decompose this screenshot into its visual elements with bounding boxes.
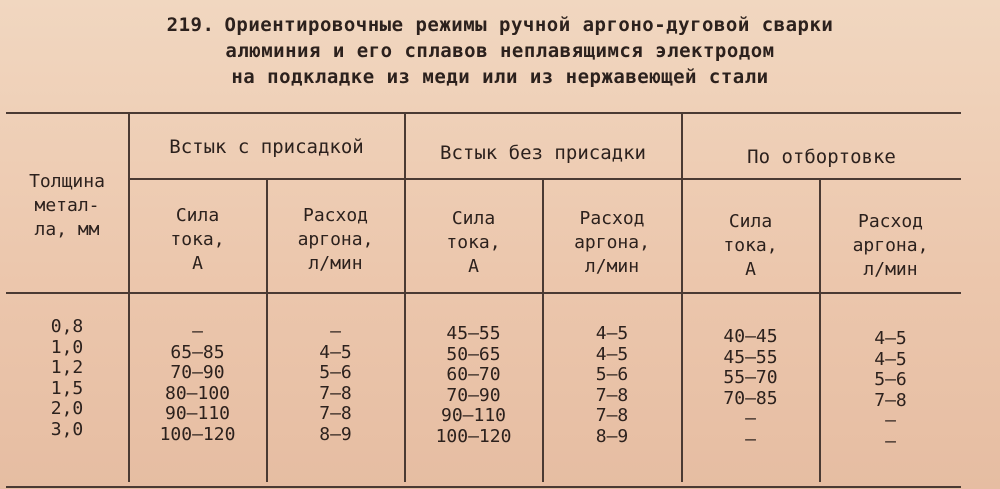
table-cell: 5—6 <box>595 364 629 385</box>
column-argon-1 <box>267 322 404 445</box>
column-argon-3 <box>820 329 961 452</box>
header-argon-1: Расход аргона, л/мин <box>297 205 374 274</box>
table-cell: 4—5 <box>319 341 352 363</box>
caption-line-2: алюминия и его сплавов неплавящимся электродом <box>225 40 775 62</box>
header-thickness: Толщина метал- ла, мм <box>29 171 105 240</box>
table-cell: 55—70 <box>723 367 778 388</box>
table-cell: 100—120 <box>159 423 236 445</box>
table-cell: 80—100 <box>164 382 231 404</box>
table-cell: 3,0 <box>50 418 84 440</box>
table-cell: 2,0 <box>50 398 84 419</box>
table-cell: 8—9 <box>595 425 629 447</box>
header-argon-3: Расход аргона, л/мин <box>852 211 929 280</box>
header-current-2: Сила тока, А <box>446 208 501 277</box>
caption-line-3: на подкладке из меди или из нержавеющей стали <box>231 66 769 88</box>
table-cell: 4—5 <box>874 348 907 370</box>
table-cell: 4—5 <box>595 343 629 365</box>
table-cell: 90—110 <box>164 403 231 424</box>
table-cell: 100—120 <box>435 425 512 447</box>
table-cell: 7—8 <box>874 389 907 411</box>
rule-under-groups <box>130 178 961 180</box>
rule-under-header <box>6 292 961 294</box>
table-cell: 65—85 <box>170 341 225 363</box>
table-cell: 40—45 <box>723 326 778 347</box>
table-cell: — <box>885 430 896 452</box>
table-cell: 7—8 <box>319 403 352 424</box>
table-cell: 70—90 <box>170 362 225 383</box>
header-group-flanged: По отбортовке <box>747 146 896 168</box>
table-number: 219. <box>166 14 215 36</box>
table-cell: — <box>745 408 756 429</box>
table-cell: 5—6 <box>319 362 352 383</box>
table-cell: — <box>330 321 341 342</box>
table-cell: 1,5 <box>50 377 84 399</box>
header-group-butt-with-filler: Встык с присадкой <box>169 136 364 158</box>
table-cell: 50—65 <box>446 343 501 365</box>
table-cell: — <box>745 428 756 450</box>
column-current-3 <box>682 327 819 450</box>
table-cell: 4—5 <box>874 328 907 349</box>
table-cell: 8—9 <box>319 423 352 445</box>
table-cell: — <box>192 321 203 342</box>
table-cell: 7—8 <box>595 384 629 406</box>
table-cell: 60—70 <box>446 364 501 385</box>
table-cell: 70—85 <box>723 387 778 409</box>
table-cell: 4—5 <box>595 323 629 344</box>
header-argon-2: Расход аргона, л/мин <box>574 208 650 277</box>
caption-line-1: Ориентировочные режимы ручной аргоно-дуговой сварки <box>224 14 834 36</box>
table-cell: 1,2 <box>50 357 84 378</box>
header-group-butt-without-filler: Встык без присадки <box>440 142 646 164</box>
table-cell: — <box>885 410 896 431</box>
table-cell: 7—8 <box>319 382 352 404</box>
column-argon-2 <box>543 324 681 447</box>
table-cell: 1,0 <box>50 336 84 358</box>
table-cell: 5—6 <box>874 369 907 390</box>
header-current-3: Сила тока, А <box>723 211 778 280</box>
column-current-1 <box>129 322 266 445</box>
table-cell: 70—90 <box>446 384 501 406</box>
header-current-1: Сила тока, А <box>170 205 225 274</box>
table-cell: 0,8 <box>50 316 84 337</box>
column-current-2 <box>405 324 542 447</box>
table-cell: 7—8 <box>595 405 629 426</box>
table-cell: 90—110 <box>440 405 507 426</box>
welding-modes-table <box>6 112 961 488</box>
table-cell: 45—55 <box>446 323 501 344</box>
table-cell: 45—55 <box>723 346 778 368</box>
table-caption <box>0 12 1000 90</box>
column-thickness <box>6 317 128 440</box>
